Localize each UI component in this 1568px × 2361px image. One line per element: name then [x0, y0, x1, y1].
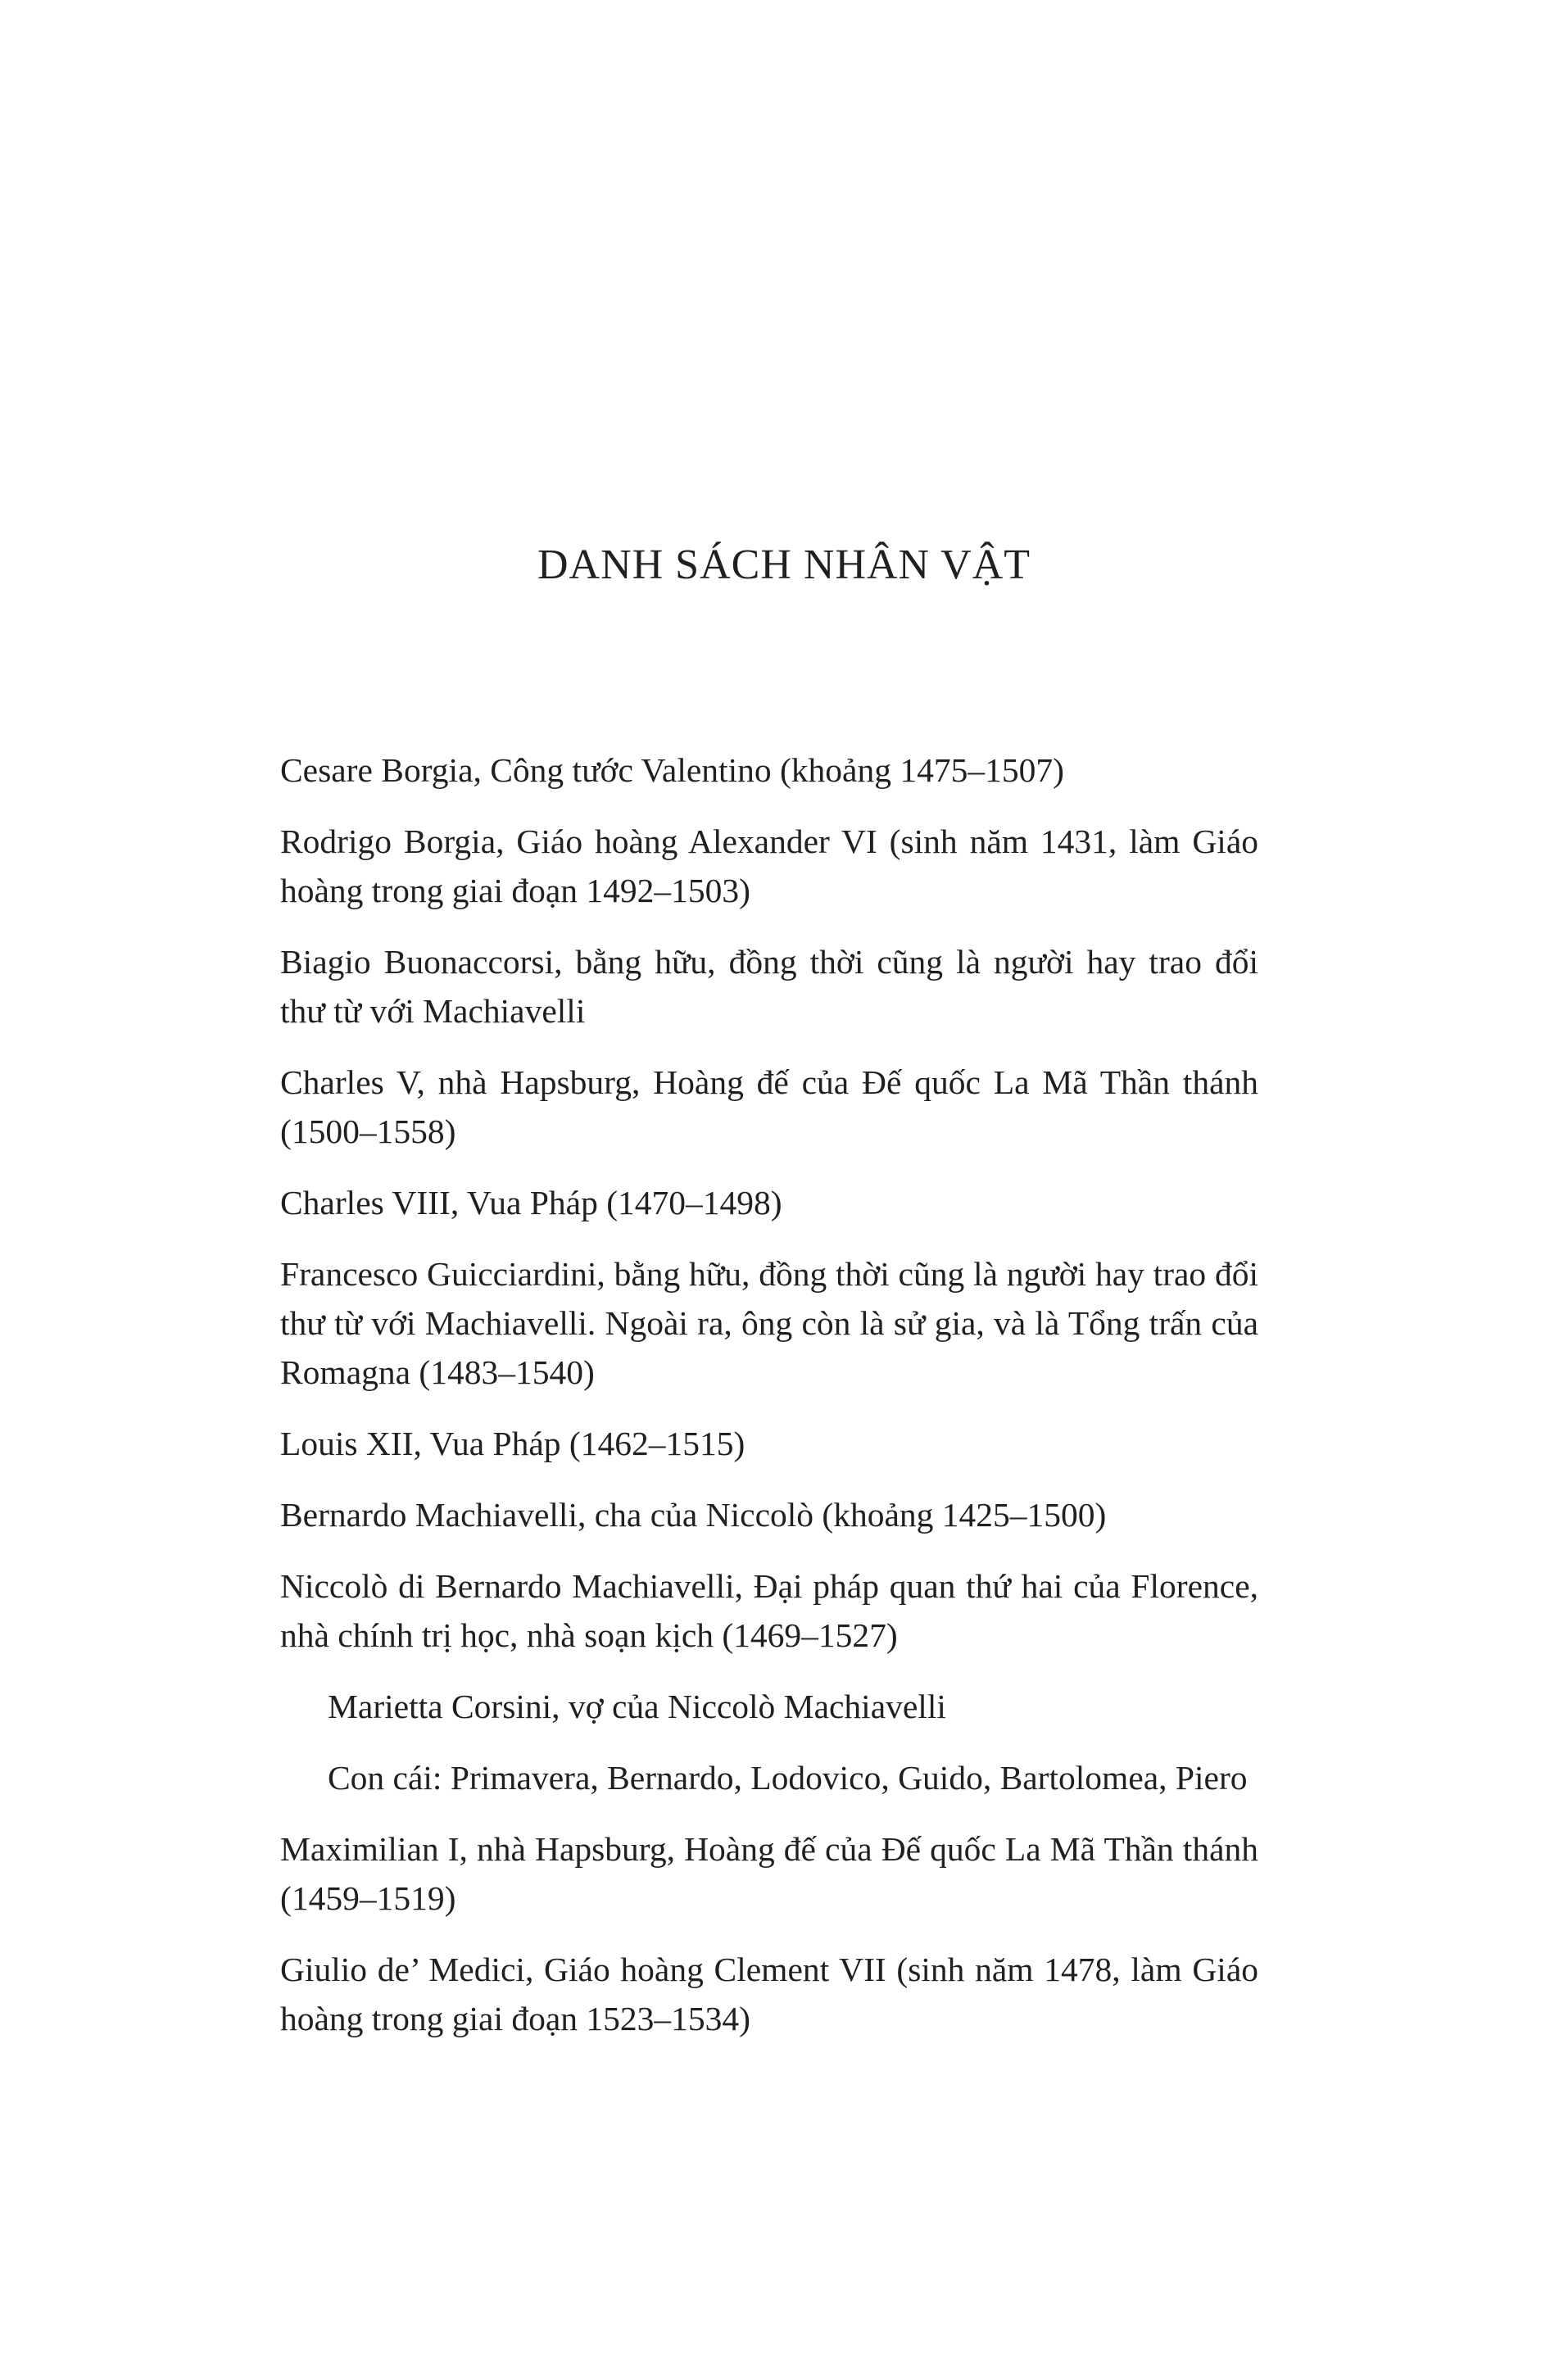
character-entry-charles-v: Charles V, nhà Hapsburg, Hoàng đế của Đế quốc La Mã Thần thánh (1500–1558) [280, 1063, 1258, 1150]
character-entry-biagio-buonaccorsi: Biagio Buonaccorsi, bằng hữu, đồng thời cũng là người hay trao đổi thư từ với Machiavelli [280, 943, 1258, 1030]
character-entry-louis-xii: Louis XII, Vua Pháp (1462–1515) [280, 1425, 745, 1462]
character-entry-giulio-de-medici: Giulio de’ Medici, Giáo hoàng Clement VII (sinh năm 1478, làm Giáo hoàng trong giai đoạn 1523–1534) [280, 1951, 1258, 2037]
character-subentry-marietta-corsini: Marietta Corsini, vợ của Niccolò Machiavelli [328, 1688, 946, 1725]
page-title: DANH SÁCH NHÂN VẬT [537, 542, 1031, 588]
character-list [280, 745, 1258, 2065]
character-entry-charles-viii: Charles VIII, Vua Pháp (1470–1498) [280, 1184, 782, 1221]
character-subentry-children: Con cái: Primavera, Bernardo, Lodovico, Guido, Bartolomea, Piero [328, 1759, 1248, 1797]
character-entry-maximilian-i: Maximilian I, nhà Hapsburg, Hoàng đế của Đế quốc La Mã Thần thánh (1459–1519) [280, 1830, 1258, 1917]
character-entry-rodrigo-borgia: Rodrigo Borgia, Giáo hoàng Alexander VI (sinh năm 1431, làm Giáo hoàng trong giai đoạn 1492–1503) [280, 822, 1258, 909]
character-entry-niccolo-machiavelli: Niccolò di Bernardo Machiavelli, Đại pháp quan thứ hai của Florence, nhà chính trị học, nhà soạn kịch (1469–1527) [280, 1567, 1258, 1654]
character-entry-francesco-guicciardini: Francesco Guicciardini, bằng hữu, đồng thời cũng là người hay trao đổi thư từ với Machiavelli. Ngoài ra, ông còn là sử gia, và là Tổng trấn của Romagna (1483–1540) [280, 1255, 1258, 1391]
character-entry-bernardo-machiavelli: Bernardo Machiavelli, cha của Niccolò (khoảng 1425–1500) [280, 1496, 1107, 1534]
character-entry-cesare-borgia: Cesare Borgia, Công tước Valentino (khoảng 1475–1507) [280, 751, 1064, 789]
